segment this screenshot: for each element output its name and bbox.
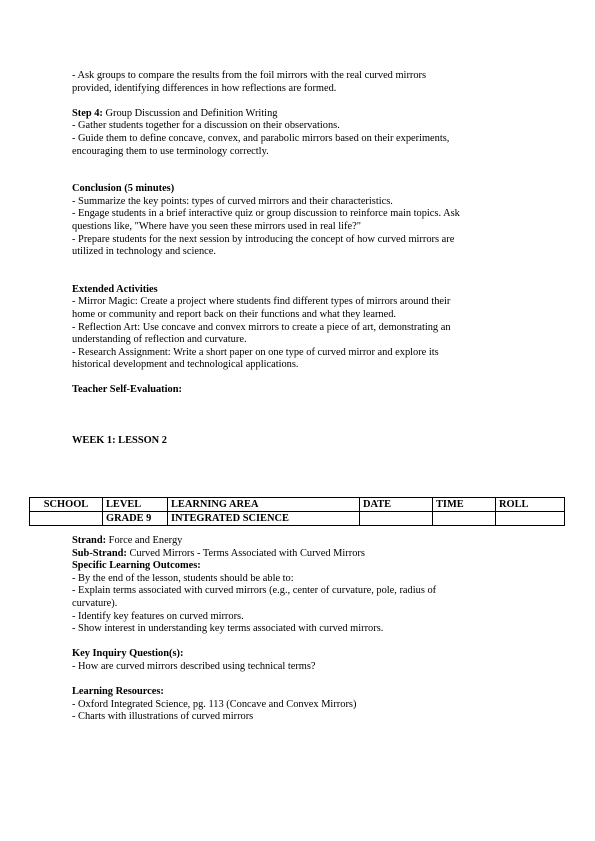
text-line: understanding of reflection and curvature. bbox=[72, 334, 247, 346]
lesson-info-table bbox=[29, 497, 565, 526]
text-line: questions like, "Where have you seen these mirrors used in real life?" bbox=[72, 220, 361, 232]
text-line: home or community and report back on their functions and what they learned. bbox=[72, 308, 397, 320]
roll-header: ROLL bbox=[496, 498, 565, 512]
resources-heading: Learning Resources: bbox=[72, 686, 164, 698]
text-line: - Reflection Art: Use concave and convex mirrors to create a piece of art, demonstrating an bbox=[72, 321, 451, 333]
text-line: - Engage students in a brief interactive quiz or group discussion to reinforce main topics. Ask bbox=[72, 208, 460, 220]
text-line: - Mirror Magic: Create a project where students find different types of mirrors around their bbox=[72, 296, 451, 308]
strand-value: Force and Energy bbox=[106, 535, 183, 546]
step4-title: Group Discussion and Definition Writing bbox=[102, 107, 278, 119]
text-line: - Oxford Integrated Science, pg. 113 (Concave and Convex Mirrors) bbox=[72, 698, 357, 710]
outcomes-heading: Specific Learning Outcomes: bbox=[72, 560, 201, 572]
text-line: - Identify key features on curved mirrors. bbox=[72, 610, 244, 622]
text-line: curvature). bbox=[72, 597, 118, 609]
text-line: - How are curved mirrors described using technical terms? bbox=[72, 660, 316, 672]
inquiry-heading: Key Inquiry Question(s): bbox=[72, 648, 184, 660]
text-line: - Research Assignment: Write a short paper on one type of curved mirror and explore its bbox=[72, 346, 439, 358]
date-cell bbox=[360, 512, 433, 526]
strand-label: Strand: bbox=[72, 535, 107, 546]
text-line: - Gather students together for a discussion on their observations. bbox=[72, 120, 340, 132]
text-line: - Summarize the key points: types of curved mirrors and their characteristics. bbox=[72, 195, 393, 207]
text-line: - By the end of the lesson, students should be able to: bbox=[72, 572, 294, 584]
time-cell bbox=[433, 512, 496, 526]
step4-heading bbox=[72, 108, 522, 121]
lesson-plan-body bbox=[72, 535, 522, 724]
roll-cell bbox=[496, 512, 565, 526]
text-line: - Explain terms associated with curved mirrors (e.g., center of curvature, pole, radius of bbox=[72, 585, 437, 597]
date-header: DATE bbox=[360, 498, 433, 512]
learning-area-cell: INTEGRATED SCIENCE bbox=[168, 512, 360, 526]
text-line: provided, identifying differences in how reflections are formed. bbox=[72, 82, 337, 94]
substrand-label: Sub-Strand: bbox=[72, 547, 127, 559]
school-header: SCHOOL bbox=[30, 498, 103, 512]
step4-label: Step 4: bbox=[72, 107, 103, 119]
self-evaluation-heading: Teacher Self-Evaluation: bbox=[72, 384, 182, 396]
conclusion-heading: Conclusion (5 minutes) bbox=[72, 183, 175, 195]
text-line: historical development and technological applications. bbox=[72, 359, 299, 371]
school-cell bbox=[30, 512, 103, 526]
table-header-row bbox=[30, 498, 565, 512]
text-line: - Show interest in understanding key terms associated with curved mirrors. bbox=[72, 623, 384, 635]
substrand-line bbox=[72, 548, 522, 561]
time-header: TIME bbox=[433, 498, 496, 512]
table-row bbox=[30, 512, 565, 526]
text-line: - Charts with illustrations of curved mirrors bbox=[72, 711, 254, 723]
learning-area-header: LEARNING AREA bbox=[168, 498, 360, 512]
text-line: encouraging them to use terminology correctly. bbox=[72, 145, 269, 157]
extended-activities-heading: Extended Activities bbox=[72, 283, 158, 295]
lesson-continuation bbox=[72, 70, 522, 447]
text-line: - Guide them to define concave, convex, and parabolic mirrors based on their experiments, bbox=[72, 132, 450, 144]
text-line: - Prepare students for the next session by introducing the concept of how curved mirrors are bbox=[72, 233, 455, 245]
week-lesson-heading: WEEK 1: LESSON 2 bbox=[72, 434, 167, 446]
level-header: LEVEL bbox=[103, 498, 168, 512]
text-line: utilized in technology and science. bbox=[72, 246, 216, 258]
level-cell: GRADE 9 bbox=[103, 512, 168, 526]
strand-line bbox=[72, 535, 522, 548]
substrand-value: Curved Mirrors - Terms Associated with Curved Mirrors bbox=[126, 547, 365, 559]
text-line: - Ask groups to compare the results from the foil mirrors with the real curved mirrors bbox=[72, 70, 427, 81]
